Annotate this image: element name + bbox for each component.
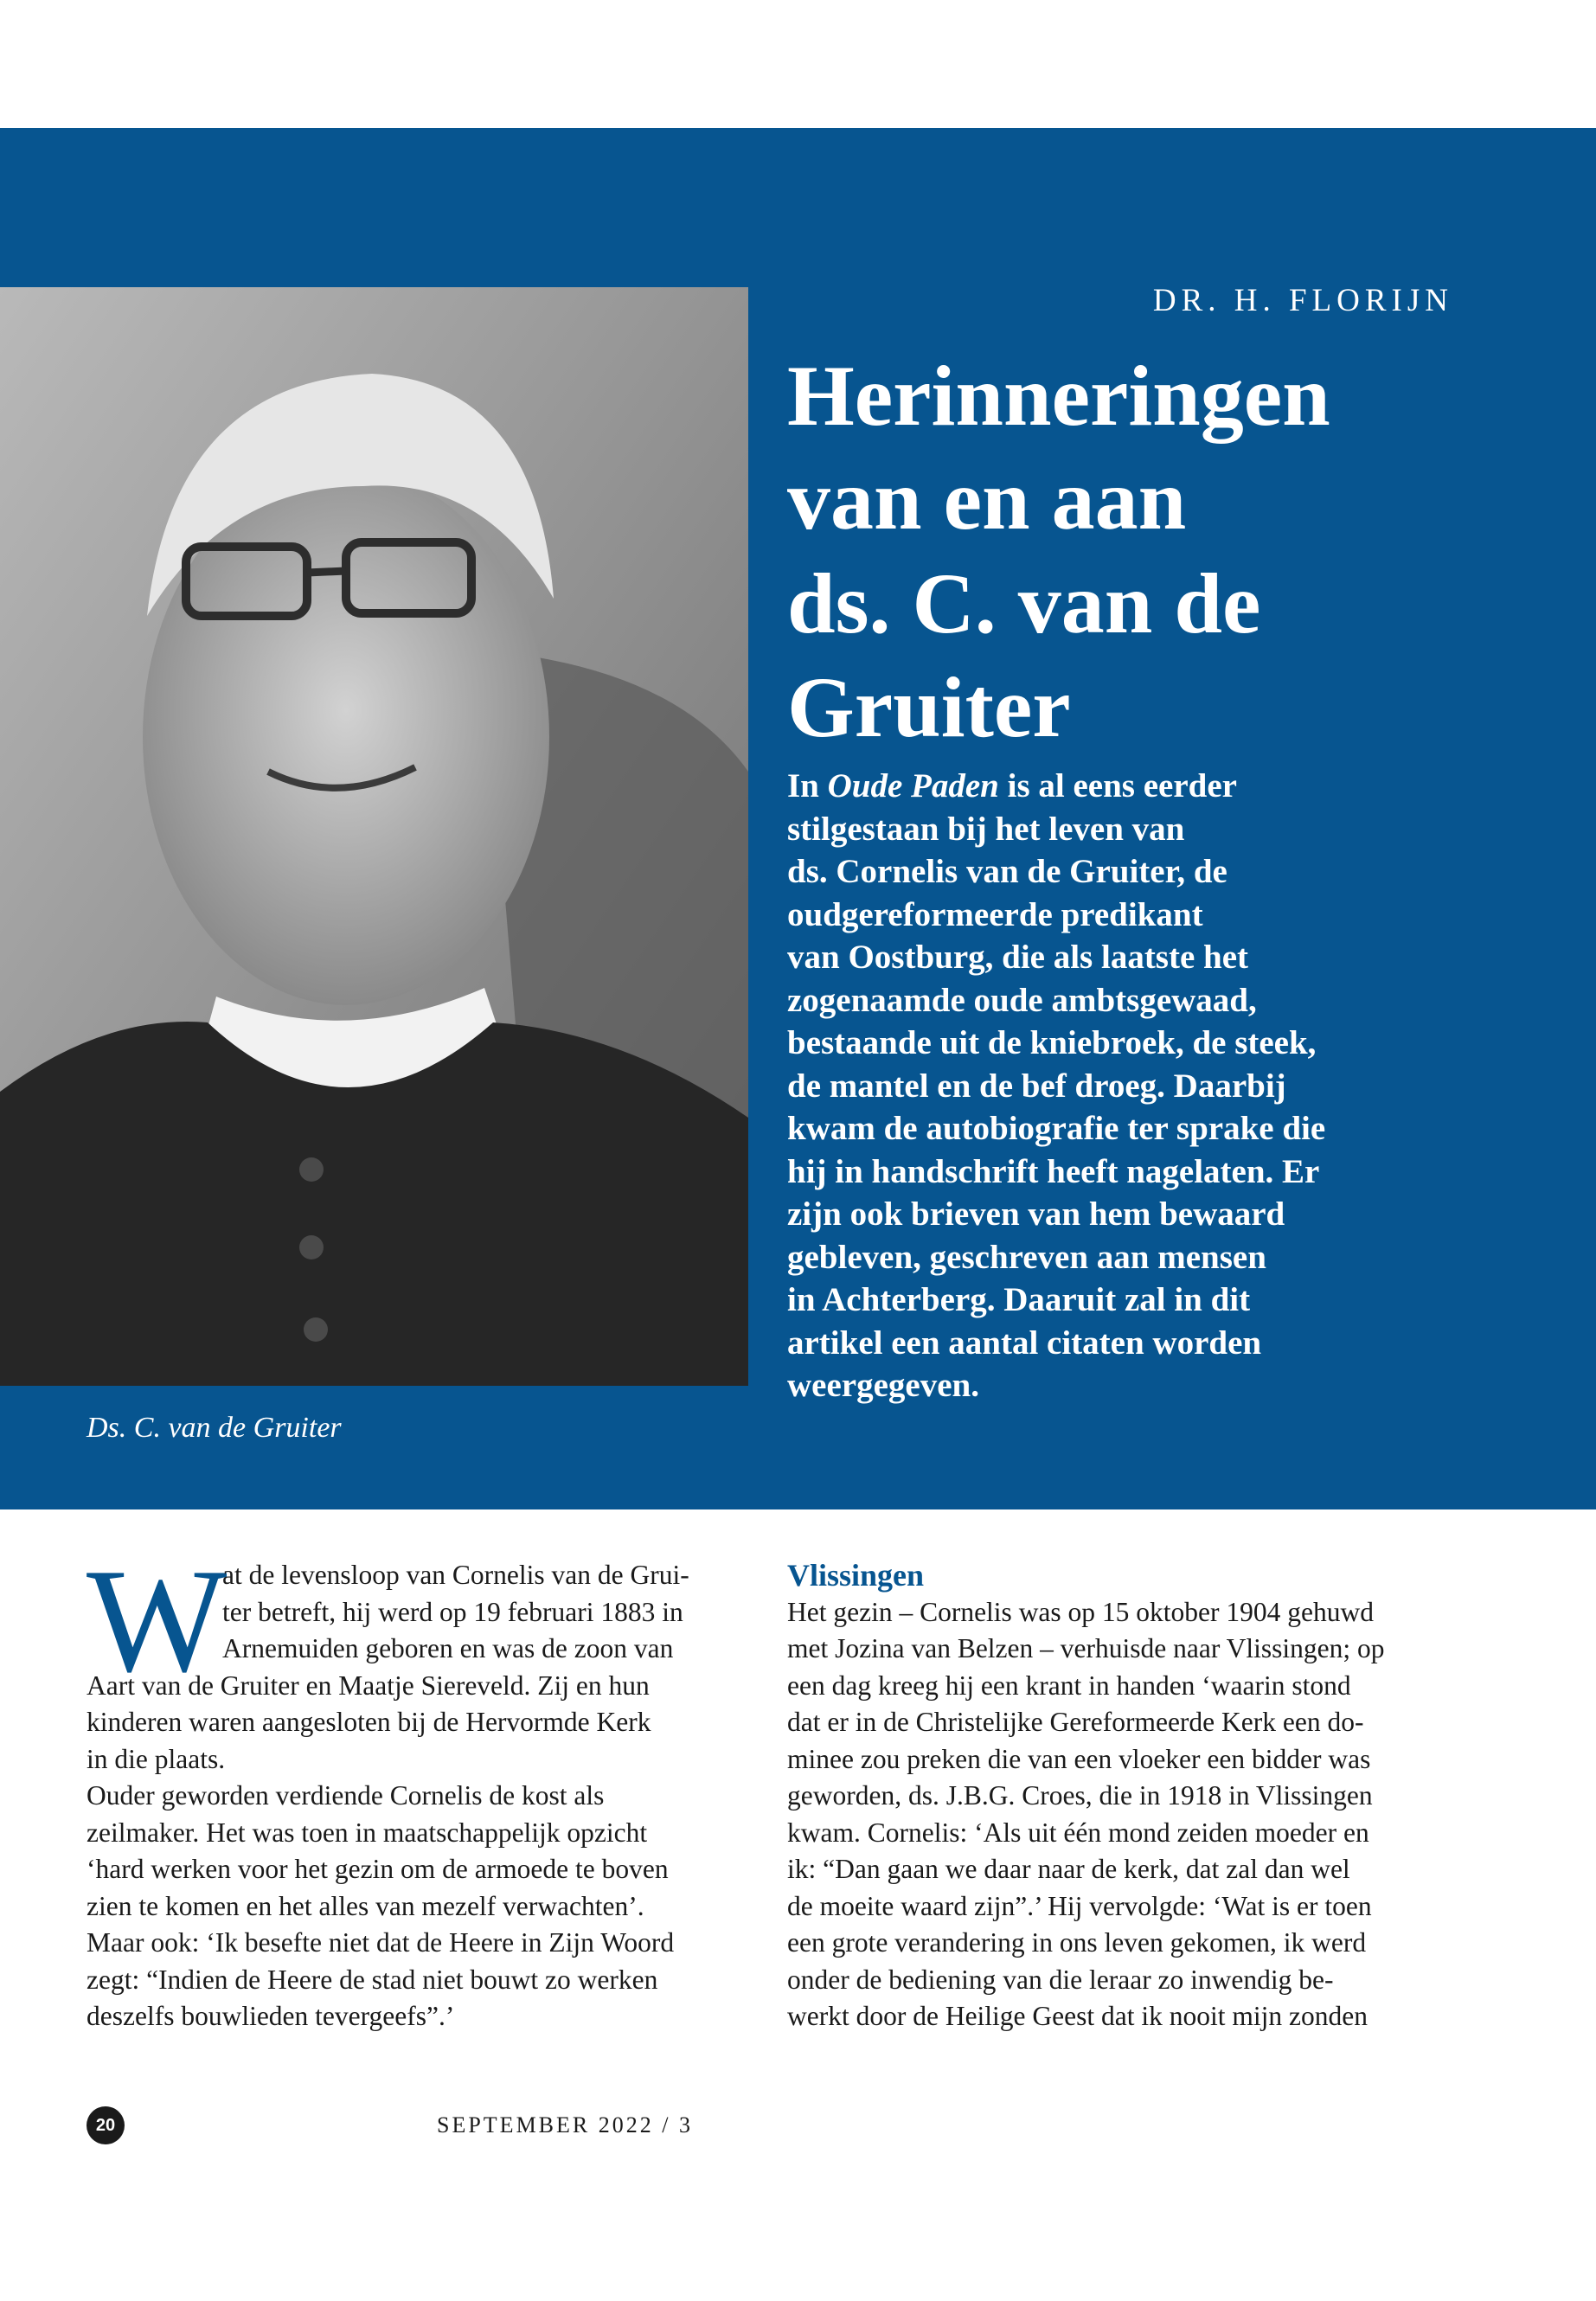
title-line: van en aan bbox=[787, 452, 1187, 548]
intro-line: bestaande uit de kniebroek, de steek, bbox=[787, 1024, 1317, 1061]
body-line: Het gezin – Cornelis was op 15 oktober 1904 gehuwd bbox=[787, 1596, 1375, 1627]
photo-caption: Ds. C. van de Gruiter bbox=[87, 1412, 342, 1444]
body-line: werkt door de Heilige Geest dat ik nooit mijn zonden bbox=[787, 2001, 1368, 2031]
intro-line: gebleven, geschreven aan mensen bbox=[787, 1238, 1266, 1276]
author-byline: DR. H. FLORIJN bbox=[1152, 283, 1453, 318]
body-line: kwam. Cornelis: ‘Als uit één mond zeiden moeder en bbox=[787, 1817, 1369, 1848]
body-column-left bbox=[87, 1557, 748, 2035]
publication-name: Oude Paden bbox=[827, 767, 999, 804]
body-line: kinderen waren aangesloten bij de Hervormde Kerk bbox=[87, 1707, 651, 1737]
body-line: ik: “Dan gaan we daar naar de kerk, dat zal dan wel bbox=[787, 1854, 1350, 1884]
intro-line: artikel een aantal citaten worden bbox=[787, 1324, 1262, 1362]
intro-line: de mantel en de bef droeg. Daarbij bbox=[787, 1067, 1286, 1105]
article-title bbox=[787, 344, 1548, 760]
body-line: ter betreft, hij werd op 19 februari 1883 in bbox=[222, 1596, 683, 1627]
body-line: Ouder geworden verdiende Cornelis de kost als bbox=[87, 1780, 605, 1811]
body-line: dat er in de Christelijke Gereformeerde Kerk een do- bbox=[787, 1707, 1364, 1737]
body-line: Maar ook: ‘Ik besefte niet dat de Heere in Zijn Woord bbox=[87, 1927, 675, 1958]
drop-cap: W bbox=[87, 1539, 228, 1703]
body-column-right bbox=[787, 1557, 1453, 2035]
title-line: Herinneringen bbox=[787, 348, 1330, 444]
body-line: met Jozina van Belzen – verhuisde naar Vlissingen; op bbox=[787, 1633, 1385, 1663]
body-line: een dag kreeg hij een krant in handen ‘waarin stond bbox=[787, 1670, 1351, 1701]
intro-line: zogenaamde oude ambtsgewaad, bbox=[787, 981, 1257, 1019]
body-line: geworden, ds. J.B.G. Croes, die in 1918 in Vlissingen bbox=[787, 1780, 1373, 1811]
page-number-badge: 20 bbox=[87, 2106, 125, 2144]
title-line: Gruiter bbox=[787, 659, 1071, 755]
body-line: een grote verandering in ons leven gekomen, ik werd bbox=[787, 1927, 1367, 1958]
body-line: minee zou preken die van een vloeker een bidder was bbox=[787, 1743, 1371, 1774]
section-heading: Vlissingen bbox=[787, 1558, 925, 1593]
body-line: zien te komen en het alles van mezelf verwachten’. bbox=[87, 1890, 644, 1921]
title-line: ds. C. van de bbox=[787, 555, 1261, 651]
intro-line: in Achterberg. Daaruit zal in dit bbox=[787, 1281, 1251, 1318]
portrait-photo bbox=[0, 287, 748, 1386]
body-line: ‘hard werken voor het gezin om de armoede te boven bbox=[87, 1854, 669, 1884]
body-line: at de levensloop van Cornelis van de Grui- bbox=[222, 1560, 689, 1590]
issue-footer: SEPTEMBER 2022 / 3 bbox=[437, 2112, 693, 2138]
intro-paragraph bbox=[787, 765, 1509, 1407]
intro-line: oudgereformeerde predikant bbox=[787, 895, 1203, 933]
body-line: in die plaats. bbox=[87, 1743, 226, 1774]
intro-line: zijn ook brieven van hem bewaard bbox=[787, 1195, 1285, 1233]
intro-line: kwam de autobiografie ter sprake die bbox=[787, 1110, 1326, 1147]
intro-line: hij in handschrift heeft nagelaten. Er bbox=[787, 1152, 1320, 1190]
intro-line: van Oostburg, die als laatste het bbox=[787, 939, 1249, 976]
intro-line: stilgestaan bij het leven van bbox=[787, 810, 1185, 848]
intro-line: weergegeven. bbox=[787, 1367, 979, 1404]
portrait-illustration bbox=[0, 287, 748, 1386]
intro-line: In Oude Paden is al eens eerder bbox=[787, 767, 1237, 804]
body-line: de moeite waard zijn”.’ Hij vervolgde: ‘Wat is er toen bbox=[787, 1890, 1372, 1921]
body-line: zegt: “Indien de Heere de stad niet bouwt zo werken bbox=[87, 1964, 658, 1995]
body-line: Arnemuiden geboren en was de zoon van bbox=[222, 1633, 674, 1663]
body-line: Aart van de Gruiter en Maatje Siereveld. Zij en hun bbox=[87, 1670, 650, 1701]
body-line: zeilmaker. Het was toen in maatschappelijk opzicht bbox=[87, 1817, 648, 1848]
body-line: deszelfs bouwlieden tevergeefs”.’ bbox=[87, 2001, 455, 2031]
body-line: onder de bediening van die leraar zo inwendig be- bbox=[787, 1964, 1334, 1995]
intro-line: ds. Cornelis van de Gruiter, de bbox=[787, 853, 1227, 890]
